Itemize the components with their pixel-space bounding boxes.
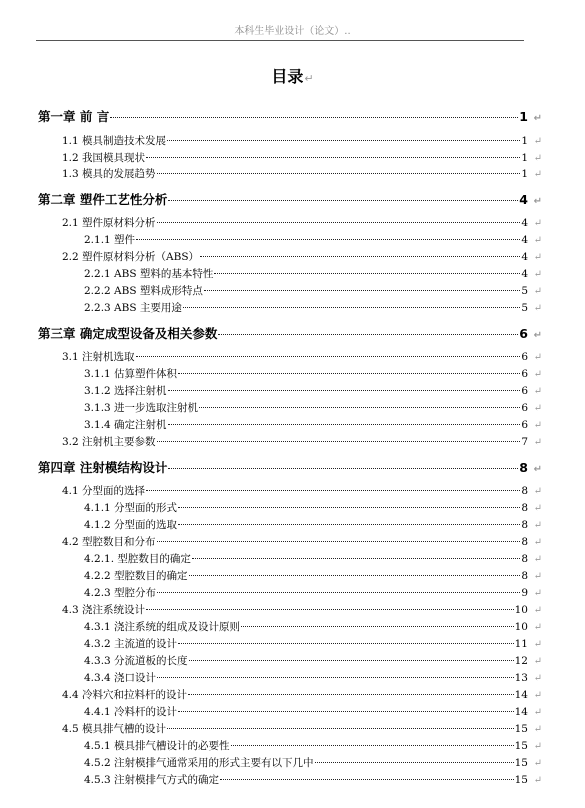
toc-entry-page: 6 [521,368,528,380]
dot-leader [199,407,520,408]
toc-entry-page: 4 [519,192,528,207]
toc-entry-line [0,500,528,515]
toc-entry-page: 1 [521,152,528,164]
toc-entry-label: 2.2.3 ABS 主要用途 [84,302,182,314]
toc-entry-line [0,190,528,208]
dot-leader [178,711,514,712]
toc-entry[interactable] [0,249,585,264]
toc-entry-page: 8 [521,485,528,497]
toc-entry-line [0,324,528,342]
toc-entry-line [0,458,528,476]
toc-entry-page: 15 [514,740,528,752]
toc-entry-label: 第三章 确定成型设备及相关参数 [38,326,218,341]
toc-entry[interactable] [0,283,585,298]
toc-entry-line [0,755,528,770]
dot-leader [178,643,514,644]
dot-leader [214,273,520,274]
toc-entry-page: 6 [521,419,528,431]
dot-leader [168,424,521,425]
paragraph-mark-icon: ↵ [533,656,542,667]
toc-entry-label: 4.2.2 型腔数目的确定 [84,570,188,582]
toc-entry-page: 8 [521,570,528,582]
toc-entry-line [0,366,528,381]
paragraph-mark-icon: ↵ [533,673,542,684]
toc-entry[interactable] [0,458,585,476]
toc-entry-page: 8 [521,519,528,531]
toc-entry-line [0,266,528,281]
toc-entry-page: 14 [514,706,528,718]
toc-entry-line [0,772,528,787]
dot-leader [178,524,520,525]
toc-entry-line [0,517,528,532]
paragraph-mark-icon: ↵ [533,286,542,297]
toc-entry-line [0,704,528,719]
toc-entry[interactable] [0,417,585,432]
dot-leader [189,660,514,661]
paragraph-mark-icon: ↵ [533,420,542,431]
paragraph-mark-icon: ↵ [533,136,542,147]
page-header: 本科生毕业设计（论文）.. [234,26,351,37]
paragraph-mark-icon: ↵ [533,707,542,718]
toc-entry-page: 4 [521,234,528,246]
toc-entry-label: 4.4.1 冷料杆的设计 [84,706,178,718]
toc-entry[interactable] [0,400,585,415]
toc-entry-label: 4.5.3 注射模排气方式的确定 [84,774,220,786]
toc-entry-page: 15 [514,757,528,769]
toc-entry-label: 4.2.3 型腔分布 [84,587,157,599]
toc-entry[interactable] [0,738,585,753]
toc-entry-label: 2.1.1 塑件 [84,234,136,246]
paragraph-mark-icon: ↵ [533,758,542,769]
header-divider [36,40,524,41]
toc-entry-label: 3.2 注射机主要参数 [62,436,156,448]
toc-entry-page: 15 [514,774,528,786]
paragraph-mark-icon: ↵ [533,639,542,650]
toc-entry[interactable] [0,483,585,498]
toc-title [0,64,585,87]
toc-entry-page: 1 [521,135,528,147]
toc-entry-line [0,417,528,432]
dot-leader [168,468,518,469]
paragraph-mark-icon: ↵ [304,72,314,85]
dot-leader [146,157,520,158]
toc-entry-label: 2.1 塑件原材料分析 [62,217,156,229]
toc-entry[interactable] [0,349,585,364]
toc-entry-page: 10 [514,604,528,616]
dot-leader [231,745,514,746]
toc-entry-page: 8 [521,502,528,514]
toc-entry-line [0,133,528,148]
toc-entry[interactable] [0,653,585,668]
dot-leader [204,290,520,291]
toc-entry-page: 1 [521,168,528,180]
paragraph-mark-icon: ↵ [533,269,542,280]
toc-entry-page: 6 [519,326,528,341]
toc-entry-page: 5 [521,302,528,314]
toc-entry-line [0,166,528,181]
toc-entry-line [0,551,528,566]
dot-leader [146,490,520,491]
toc-entry-label: 4.5.2 注射模排气通常采用的形式主要有以下几中 [84,757,314,769]
toc-entry-line [0,232,528,247]
toc-entry[interactable] [0,636,585,651]
paragraph-mark-icon: ↵ [533,252,542,263]
dot-leader [168,200,518,201]
paragraph-mark-icon: ↵ [533,369,542,380]
paragraph-mark-icon: ↵ [533,437,542,448]
dot-leader [168,390,521,391]
paragraph-mark-icon: ↵ [533,503,542,514]
toc-entry-label: 2.2.1 ABS 塑料的基本特性 [84,268,214,280]
toc-entry[interactable] [0,215,585,230]
toc-entry-label: 1.1 模具制造技术发展 [62,135,167,147]
toc-entry-label: 3.1.4 确定注射机 [84,419,167,431]
toc-entry[interactable] [0,500,585,515]
toc-entry[interactable] [0,383,585,398]
toc-entry[interactable] [0,266,585,281]
dot-leader [220,779,514,780]
toc-entry-page: 9 [521,587,528,599]
toc-entry-label: 4.3.4 浇口设计 [84,672,157,684]
toc-entry[interactable] [0,324,585,342]
toc-entry[interactable] [0,704,585,719]
toc-entry[interactable] [0,232,585,247]
toc-entry-label: 4.5 模具排气槽的设计 [62,723,167,735]
toc-entry-label: 4.3.2 主流道的设计 [84,638,178,650]
toc-entry[interactable] [0,190,585,208]
toc-entry-line [0,215,528,230]
toc-entry-label: 3.1.1 估算塑件体积 [84,368,178,380]
toc-entry-page: 6 [521,351,528,363]
toc-entry-label: 4.5.1 模具排气槽设计的必要性 [84,740,230,752]
toc-entry-label: 第一章 前 言 [38,109,110,124]
paragraph-mark-icon: ↵ [533,153,542,164]
toc-entry-label: 4.3.1 浇注系统的组成及设计原则 [84,621,241,633]
toc-entry-page: 7 [521,436,528,448]
toc-entry-line [0,534,528,549]
dot-leader [167,140,520,141]
dot-leader [136,239,520,240]
dot-leader [188,694,514,695]
toc-entry-page: 15 [514,723,528,735]
dot-leader [167,728,514,729]
paragraph-mark-icon: ↵ [533,169,542,180]
toc-entry-label: 3.1.2 选择注射机 [84,385,167,397]
toc-entry-line [0,670,528,685]
toc-entry-label: 4.3 浇注系统设计 [62,604,146,616]
toc-entry-label: 1.3 模具的发展趋势 [62,168,156,180]
toc-entry[interactable] [0,366,585,381]
paragraph-mark-icon: ↵ [533,605,542,616]
toc-entry-label: 4.1 分型面的选择 [62,485,146,497]
paragraph-mark-icon: ↵ [533,235,542,246]
paragraph-mark-icon: ↵ [533,486,542,497]
toc-entry-line [0,568,528,583]
toc-entry-label: 4.4 冷料穴和拉料杆的设计 [62,689,188,701]
toc-entry-line [0,349,528,364]
toc-entry-line [0,283,528,298]
toc-entry-page: 6 [521,402,528,414]
dot-leader [183,307,520,308]
toc-entry-line [0,400,528,415]
paragraph-mark-icon: ↵ [533,622,542,633]
dot-leader [146,609,514,610]
toc-entry-label: 4.2 型腔数目和分布 [62,536,156,548]
toc-entry[interactable] [0,517,585,532]
paragraph-mark-icon: ↵ [533,352,542,363]
dot-leader [178,507,520,508]
toc-entry-page: 5 [521,285,528,297]
paragraph-mark-icon: ↵ [533,775,542,786]
toc-entry-line [0,585,528,600]
dot-leader [178,373,520,374]
dot-leader [157,592,520,593]
toc-entry-page: 4 [521,251,528,263]
toc-entry-label: 4.1.1 分型面的形式 [84,502,178,514]
toc-entry[interactable] [0,772,585,787]
toc-entry-page: 12 [514,655,528,667]
toc-entry-page: 8 [521,553,528,565]
paragraph-mark-icon: ↵ [533,330,542,341]
toc-entry-page: 1 [519,109,528,124]
paragraph-mark-icon: ↵ [533,571,542,582]
paragraph-mark-icon: ↵ [533,386,542,397]
toc-entry-label: 1.2 我国模具现状 [62,152,146,164]
paragraph-mark-icon: ↵ [533,724,542,735]
toc-entry[interactable] [0,300,585,315]
toc-entry-line [0,738,528,753]
toc-entry-line [0,383,528,398]
paragraph-mark-icon: ↵ [533,403,542,414]
toc-entry-page: 4 [521,217,528,229]
toc-entry-label: 4.1.2 分型面的选取 [84,519,178,531]
toc-entry[interactable] [0,534,585,549]
dot-leader [157,441,521,442]
toc-entry-label: 4.2.1. 型腔数目的确定 [84,553,191,565]
paragraph-mark-icon: ↵ [533,520,542,531]
toc-entry[interactable] [0,602,585,617]
toc-entry-line [0,107,528,125]
dot-leader [218,334,518,335]
toc-entry-label: 3.1.3 进一步选取注射机 [84,402,199,414]
paragraph-mark-icon: ↵ [533,537,542,548]
dot-leader [136,356,521,357]
toc-entry-label: 2.2.2 ABS 塑料成形特点 [84,285,203,297]
toc-entry[interactable] [0,687,585,702]
toc-entry[interactable] [0,755,585,770]
dot-leader [200,256,520,257]
toc-entry-page: 8 [521,536,528,548]
paragraph-mark-icon: ↵ [533,588,542,599]
toc-entry-label: 第二章 塑件工艺性分析 [38,192,168,207]
toc-entry[interactable] [0,107,585,125]
toc-entry-page: 6 [521,385,528,397]
paragraph-mark-icon: ↵ [533,218,542,229]
dot-leader [110,117,518,118]
toc-entry[interactable] [0,150,585,165]
toc-entry-line [0,434,528,449]
paragraph-mark-icon: ↵ [533,464,542,475]
toc-entry-page: 14 [514,689,528,701]
paragraph-mark-icon: ↵ [533,113,542,124]
dot-leader [157,541,521,542]
dot-leader [157,677,514,678]
dot-leader [192,558,520,559]
dot-leader [241,626,514,627]
dot-leader [157,222,521,223]
toc-entry-label: 3.1 注射机选取 [62,351,135,363]
paragraph-mark-icon: ↵ [533,303,542,314]
toc-entry-line [0,602,528,617]
toc-entry[interactable] [0,721,585,736]
toc-entry-page: 13 [514,672,528,684]
toc-entry[interactable] [0,434,585,449]
toc-entry[interactable] [0,133,585,148]
paragraph-mark-icon: ↵ [533,196,542,207]
toc-entry-line [0,721,528,736]
toc-entry-line [0,300,528,315]
toc-entry[interactable] [0,670,585,685]
dot-leader [315,762,514,763]
toc-entry[interactable] [0,619,585,634]
dot-leader [189,575,521,576]
toc-entry-page: 4 [521,268,528,280]
toc-entry-page: 10 [514,621,528,633]
toc-entry-page: 11 [514,638,528,650]
toc-entry-page: 8 [519,460,528,475]
toc-entry-label: 4.3.3 分流道板的长度 [84,655,188,667]
toc-entry-line [0,687,528,702]
paragraph-mark-icon: ↵ [533,554,542,565]
toc-entry-line [0,653,528,668]
toc-entry-line [0,150,528,165]
toc-entry-label: 2.2 塑件原材料分析（ABS） [62,251,200,263]
toc-entry-line [0,483,528,498]
toc-title-text: 目录 [271,67,304,86]
toc-entry-line [0,636,528,651]
paragraph-mark-icon: ↵ [533,741,542,752]
toc-entry[interactable] [0,166,585,181]
toc-entry[interactable] [0,568,585,583]
toc-entry-line [0,249,528,264]
dot-leader [157,173,521,174]
toc-entry[interactable] [0,585,585,600]
toc-entry[interactable] [0,551,585,566]
toc-entry-line [0,619,528,634]
toc-entry-label: 第四章 注射模结构设计 [38,460,168,475]
paragraph-mark-icon: ↵ [533,690,542,701]
